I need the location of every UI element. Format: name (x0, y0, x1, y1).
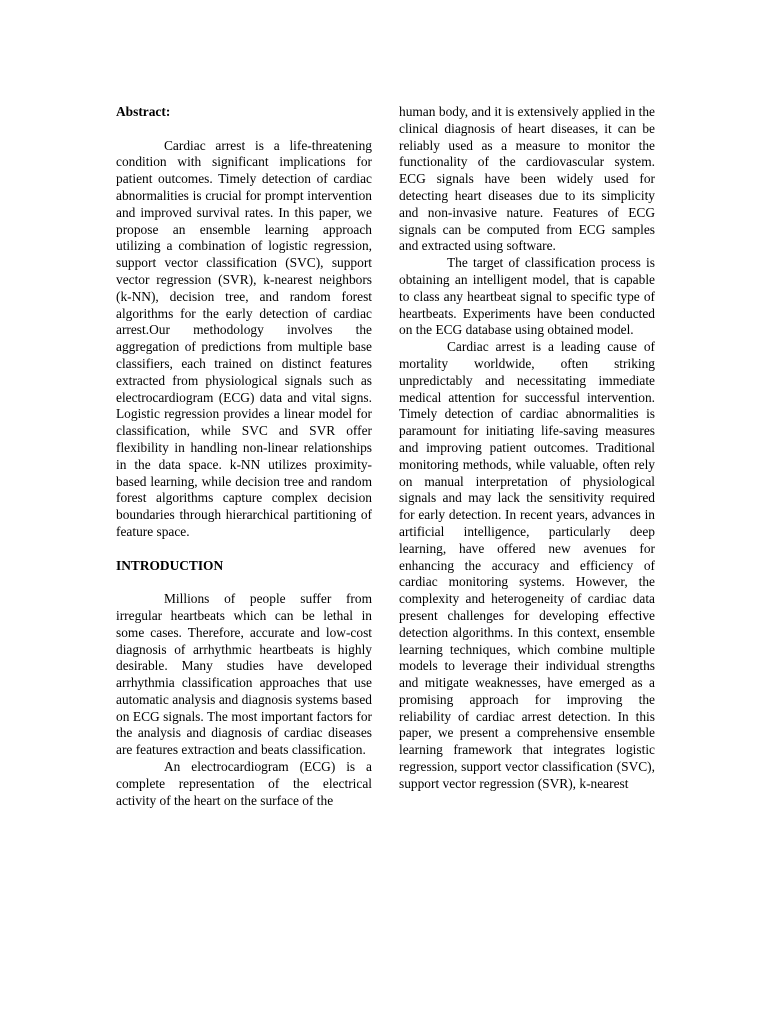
right-column (399, 104, 655, 793)
abstract-heading: Abstract: (116, 104, 171, 119)
intro-paragraph-4: Cardiac arrest is a leading cause of mortality worldwide, often striking unpredictably and necessitating immediate medical attention for successful intervention. Timely detection of cardiac abnormalities is paramount for initiating life-saving measures and improving patient outcomes. Traditional monitoring methods, while valuable, often rely on manual interpretation of physiological signals and may lack the sensitivity required for early detection. In recent years, advances in artificial intelligence, particularly deep learning, have offered new avenues for enhancing the accuracy and efficiency of cardiac monitoring systems. However, the complexity and heterogeneity of cardiac data present challenges for developing effective detection algorithms. In this context, ensemble learning techniques, which combine multiple models to leverage their individual strengths and mitigate weaknesses, have emerged as a promising approach for improving the reliability of cardiac arrest detection. In this paper, we present a comprehensive ensemble learning framework that integrates logistic regression, support vector classification (SVC), support vector regression (SVR), k-nearest (399, 339, 655, 791)
spacer (116, 574, 372, 591)
intro-paragraph-2-continued: human body, and it is extensively applied in the clinical diagnosis of heart diseases, it can be reliably used as a measure to monitor the functionality of the cardiovascular system. ECG signals have been widely used for detecting heart diseases due to its simplicity and non-invasive nature. Features of ECG signals can be computed from ECG samples and extracted using software. (399, 104, 655, 254)
intro-paragraph-1: Millions of people suffer from irregular heartbeats which can be lethal in some cases. Therefore, accurate and low-cost diagnosis of arrhythmic heartbeats is highly desirable. Many studies have developed arrhythmia classification approaches that use automatic analysis and diagnosis systems based on ECG signals. The most important factors for the analysis and diagnosis of cardiac diseases are features extraction and beats classification. (116, 591, 372, 758)
spacer (116, 541, 372, 558)
left-column (116, 104, 372, 809)
introduction-heading: INTRODUCTION (116, 557, 224, 573)
spacer (116, 121, 372, 138)
abstract-paragraph: Cardiac arrest is a life-threatening condition with significant implications for patient outcomes. Timely detection of cardiac abnormalities is crucial for prompt intervention and improved survival rates. In this paper, we propose an ensemble learning approach utilizing a combination of logistic regression, support vector classification (SVC), support vector regression (SVR), k-nearest neighbors (k-NN), decision tree, and random forest algorithms for the early detection of cardiac arrest.Our methodology involves the aggregation of predictions from multiple base classifiers, each trained on distinct features extracted from physiological signals such as electrocardiogram (ECG) data and vital signs. Logistic regression provides a linear model for classification, while SVC and SVR offer flexibility in handling non-linear relationships in the data space. k-NN utilizes proximity-based learning, while decision tree and random forest algorithms capture complex decision boundaries through hierarchical partitioning of feature space. (116, 137, 372, 539)
intro-paragraph-3: The target of classification process is obtaining an intelligent model, that is capable to class any heartbeat signal to specific type of heartbeats. Experiments have been conducted on the ECG database using obtained model. (399, 255, 655, 338)
intro-paragraph-2-start: An electrocardiogram (ECG) is a complete representation of the electrical activity of the heart on the surface of the (116, 759, 372, 808)
